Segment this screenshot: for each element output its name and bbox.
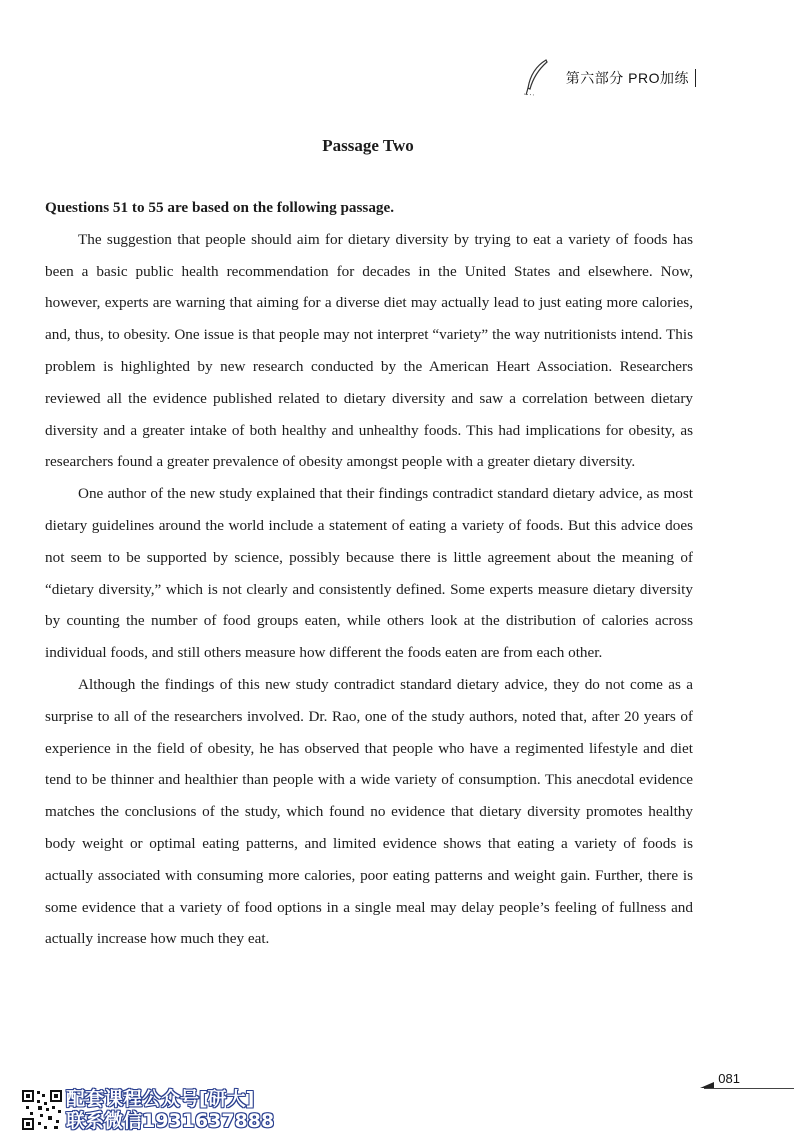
- questions-heading: Questions 51 to 55 are based on the following passage.: [45, 199, 395, 216]
- page-number: 081: [718, 1071, 740, 1086]
- running-header: [522, 58, 696, 98]
- passage-body: [45, 192, 693, 955]
- header-divider: [695, 69, 696, 87]
- paragraph-2: One author of the new study explained that their findings contradict standard dietary advice, as most dietary guidelines around the world include a statement of eating a variety of foods. But this advice does not seem to be supported by science, possibly because there is little agreement about the meaning of “dietary diversity,” which is not clearly and consistently defined. Some experts measure dietary diversity by counting the number of food groups eaten, while others look at the distribution of calories across individual foods, and still others measure how different the foods eaten are from each other.: [45, 485, 693, 662]
- page-rule: [704, 1088, 794, 1089]
- quill-icon: [522, 58, 552, 98]
- paragraph-3: Although the findings of this new study contradict standard dietary advice, they do not come as a surprise to all of the researchers involved. Dr. Rao, one of the study authors, noted that, after 20 years of experience in the field of obesity, he has observed that people who have a regimented lifestyle and diet tend to be thinner and healthier than people with a wide variety of consumption. This anecdotal evidence matches the conclusions of the study, which found no evidence that dietary diversity promotes healthy body weight or optimal eating patterns, and limited evidence shows that eating a variety of foods is actually associated with consuming more calories, poor eating patterns and weight gain. Further, there is some evidence that a variety of food options in a single meal may delay people’s feeling of fullness and actually increase how much they eat.: [45, 675, 693, 948]
- passage-title: Passage Two: [322, 136, 414, 155]
- paragraph-1: The suggestion that people should aim for dietary diversity by trying to eat a variety of foods has been a basic public health recommendation for decades in the United States and elsewhere. Now, however, experts are warning that aiming for a diverse diet may actually lead to just eating more calories, and, thus, to obesity. One issue is that people may not interpret “variety” the way nutritionists intend. This problem is highlighted by new research conducted by the American Heart Association. Researchers reviewed all the evidence published related to dietary diversity and saw a correlation between dietary diversity and a greater intake of both healthy and unhealthy foods. This had implications for obesity, as researchers found a greater prevalence of obesity amongst people with a greater dietary diversity.: [45, 230, 693, 471]
- promo-line-2: 联系微信1931637888: [66, 1110, 275, 1132]
- section-label: 第六部分 PRO加练: [565, 70, 689, 86]
- qr-code-icon: [20, 1088, 64, 1132]
- promo-line-1: 配套课程公众号[研大]: [66, 1088, 255, 1110]
- promo-watermark: [66, 1088, 274, 1132]
